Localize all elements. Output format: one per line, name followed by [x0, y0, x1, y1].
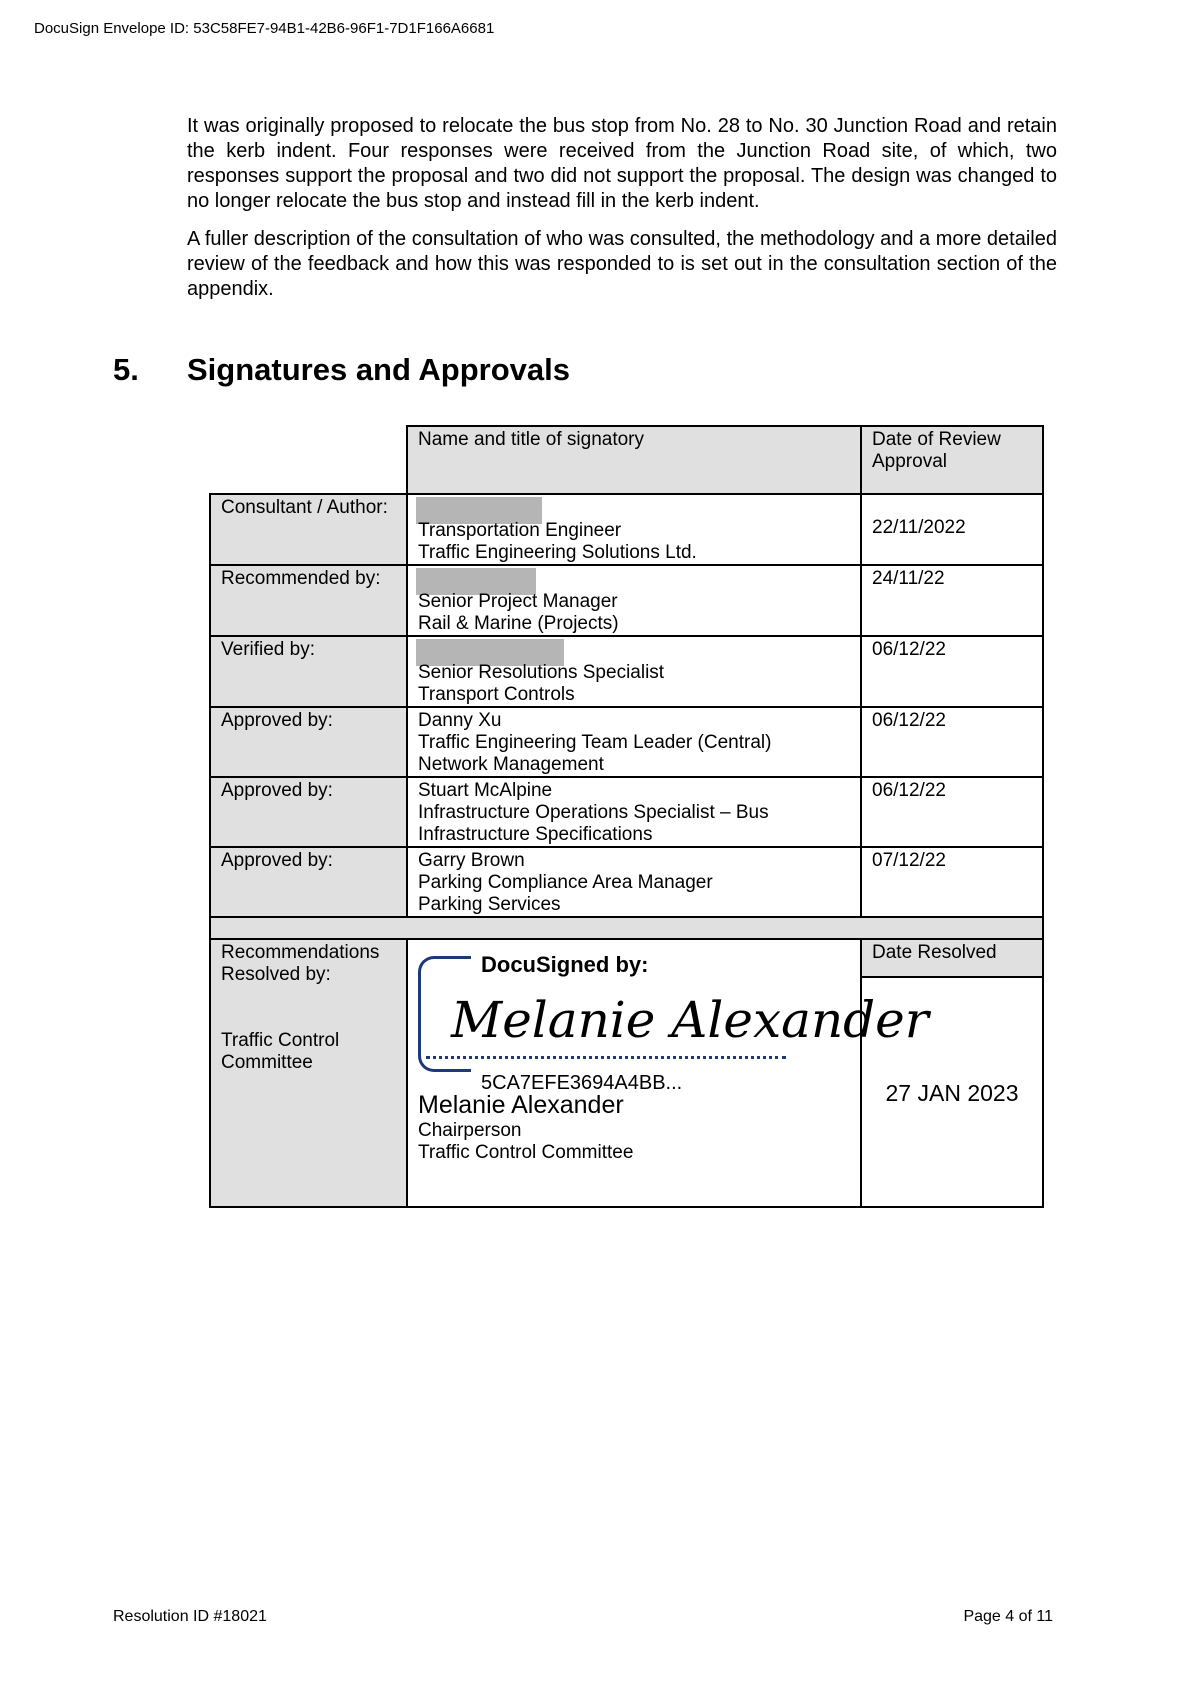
- table-row: [210, 494, 1043, 565]
- signer-title: Chairperson: [418, 1120, 522, 1141]
- signature-dotted-line: [426, 1056, 786, 1059]
- row-signatory: Senior Resolutions Specialist Transport Controls: [407, 636, 861, 707]
- row-signatory: Transportation Engineer Traffic Engineering Solutions Ltd.: [407, 494, 861, 565]
- header-name-cell: Name and title of signatory: [407, 426, 861, 494]
- docusign-signature-cell: [407, 939, 929, 1207]
- docusign-envelope-id: DocuSign Envelope ID: 53C58FE7-94B1-42B6-96F1-7D1F166A6681: [34, 20, 495, 37]
- resolution-id: Resolution ID #18021: [113, 1608, 267, 1625]
- section-title: Signatures and Approvals: [187, 352, 570, 387]
- row-label: Approved by:: [210, 777, 407, 847]
- table-row: [210, 636, 1043, 707]
- row-label: Recommended by:: [210, 565, 407, 636]
- signer-org: Traffic Control Committee: [418, 1142, 634, 1163]
- row-label: Verified by:: [210, 636, 407, 707]
- date-resolved-value: 27 JAN 2023: [885, 1080, 1019, 1106]
- row-date: 06/12/22: [861, 777, 1043, 847]
- header-date-cell: Date of Review Approval: [861, 426, 1043, 494]
- paragraph-consultation-description: A fuller description of the consultation of who was consulted, the methodology and a more detailed review of the feedback and how this was responded to is set out in the consultation section of the appendix.: [187, 228, 1057, 300]
- docusigned-label: DocuSigned by:: [481, 952, 649, 977]
- table-spacer-row: [210, 917, 1043, 939]
- table-row: [210, 777, 1043, 847]
- row-label: Approved by:: [210, 707, 407, 777]
- spacer-cell: [210, 917, 1043, 939]
- resolution-row: [210, 939, 1043, 1207]
- section-number: 5.: [113, 352, 139, 387]
- table-row: [210, 707, 1043, 777]
- row-label: Consultant / Author:: [210, 494, 407, 565]
- date-resolved-header: Date Resolved: [862, 940, 1042, 978]
- row-date: 22/11/2022: [861, 494, 1043, 565]
- signatures-table: [209, 425, 1044, 1208]
- resolved-date-cell: [861, 939, 1043, 1207]
- row-signatory: Danny Xu Traffic Engineering Team Leader (Central) Network Management: [407, 707, 861, 777]
- row-date: 24/11/22: [861, 565, 1043, 636]
- row-date: 07/12/22: [861, 847, 1043, 917]
- table-row: [210, 565, 1043, 636]
- row-label: Approved by:: [210, 847, 407, 917]
- row-date: 06/12/22: [861, 707, 1043, 777]
- signer-name: Melanie Alexander: [418, 1091, 624, 1119]
- page-number: Page 4 of 11: [963, 1608, 1053, 1625]
- paragraph-consultation-outcome: It was originally proposed to relocate the bus stop from No. 28 to No. 30 Junction Road and retain the kerb indent. Four responses were received from the Junction Road site, of which, two responses support the proposal and two did not support the proposal. The design was changed to no longer relocate the bus stop and instead fill in the kerb indent.: [187, 115, 1057, 212]
- table-row: [210, 847, 1043, 917]
- row-signatory: Senior Project Manager Rail & Marine (Projects): [407, 565, 861, 636]
- handwritten-signature: Melanie Alexander: [451, 991, 929, 1049]
- docusign-signature-id: 5CA7EFE3694A4BB...: [481, 1072, 683, 1094]
- resolved-label-cell: Recommendations Resolved by: Traffic Control Committee: [210, 939, 407, 1207]
- row-signatory: Stuart McAlpine Infrastructure Operations Specialist – Bus Infrastructure Specifications: [407, 777, 861, 847]
- docusign-stamp: [418, 942, 929, 1094]
- table-header-row: [210, 426, 1043, 494]
- header-blank-cell: [210, 426, 407, 494]
- row-date: 06/12/22: [861, 636, 1043, 707]
- row-signatory: Garry Brown Parking Compliance Area Manager Parking Services: [407, 847, 861, 917]
